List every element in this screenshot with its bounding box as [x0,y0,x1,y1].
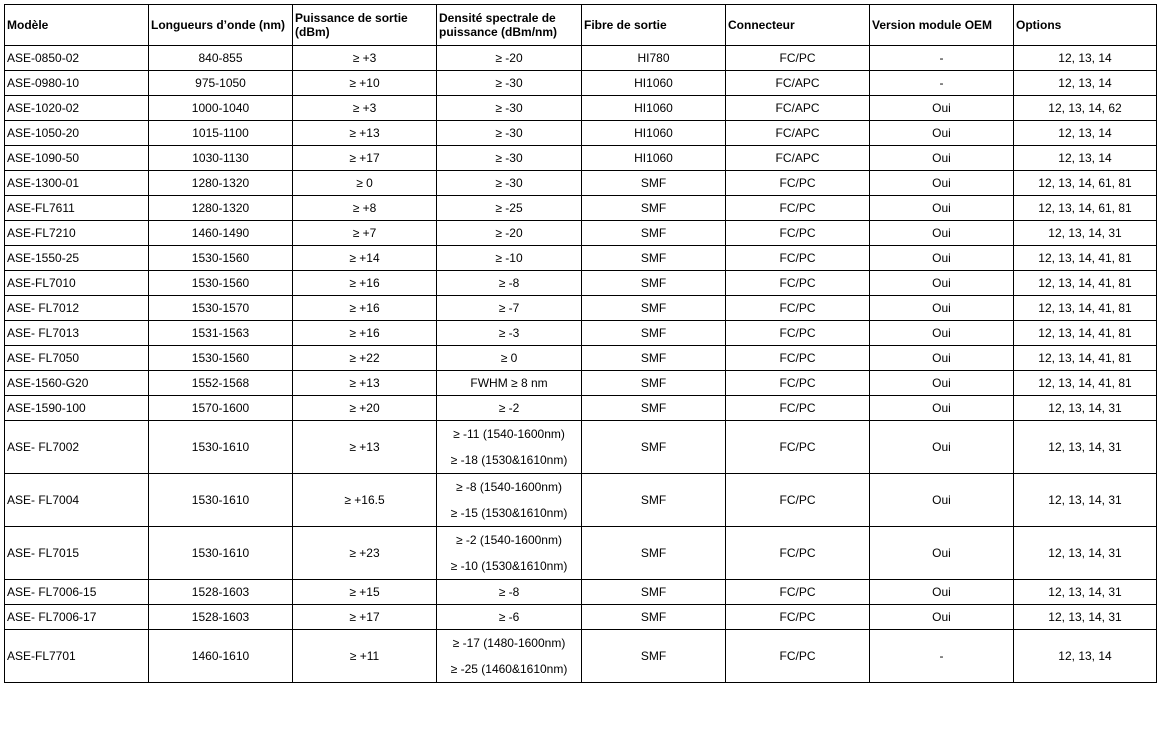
oem-cell: Oui [870,396,1014,421]
power-cell: ≥ +7 [293,221,437,246]
density-cell [437,580,582,605]
table-row [5,630,1157,683]
ase-spec-table [4,4,1157,683]
wavelength-cell: 1528-1603 [149,605,293,630]
wavelength-cell: 840-855 [149,46,293,71]
table-row [5,421,1157,474]
density-cell [437,371,582,396]
oem-cell: Oui [870,421,1014,474]
density-cell [437,171,582,196]
header-density: Densité spectrale de puissance (dBm/nm) [437,5,582,46]
fiber-cell: SMF [582,296,726,321]
options-cell: 12, 13, 14, 41, 81 [1014,346,1157,371]
oem-cell: Oui [870,580,1014,605]
connector-cell: FC/PC [726,605,870,630]
header-fiber: Fibre de sortie [582,5,726,46]
power-cell: ≥ +20 [293,396,437,421]
oem-cell: Oui [870,271,1014,296]
power-cell: ≥ +13 [293,421,437,474]
options-cell: 12, 13, 14, 41, 81 [1014,321,1157,346]
power-cell: ≥ 0 [293,171,437,196]
table-row [5,171,1157,196]
options-cell: 12, 13, 14, 31 [1014,421,1157,474]
model-cell: ASE- FL7015 [5,527,149,580]
connector-cell: FC/APC [726,121,870,146]
options-cell: 12, 13, 14 [1014,121,1157,146]
options-cell: 12, 13, 14, 61, 81 [1014,196,1157,221]
model-cell: ASE- FL7002 [5,421,149,474]
wavelength-cell: 1460-1610 [149,630,293,683]
model-cell: ASE-FL7210 [5,221,149,246]
power-cell: ≥ +3 [293,46,437,71]
fiber-cell: SMF [582,605,726,630]
oem-cell: Oui [870,171,1014,196]
fiber-cell: SMF [582,321,726,346]
density-line: ≥ -30 [495,126,523,140]
density-line: ≥ -8 [498,585,520,599]
density-cell [437,71,582,96]
density-line: ≥ -3 [498,326,520,340]
density-cell [437,527,582,580]
power-cell: ≥ +13 [293,121,437,146]
density-line: ≥ -18 (1530&1610nm) [450,453,568,467]
density-cell [437,196,582,221]
fiber-cell: SMF [582,271,726,296]
model-cell: ASE-0980-10 [5,71,149,96]
wavelength-cell: 1280-1320 [149,171,293,196]
model-cell: ASE-1050-20 [5,121,149,146]
oem-cell: Oui [870,527,1014,580]
wavelength-cell: 1000-1040 [149,96,293,121]
wavelength-cell: 1460-1490 [149,221,293,246]
wavelength-cell: 1530-1560 [149,346,293,371]
connector-cell: FC/PC [726,421,870,474]
options-cell: 12, 13, 14, 31 [1014,580,1157,605]
density-cell [437,605,582,630]
power-cell: ≥ +11 [293,630,437,683]
density-line: ≥ -10 (1530&1610nm) [450,559,568,573]
power-cell: ≥ +8 [293,196,437,221]
density-line: ≥ -25 (1460&1610nm) [450,662,568,676]
table-row [5,246,1157,271]
model-cell: ASE- FL7006-17 [5,605,149,630]
density-line: ≥ -25 [495,201,523,215]
density-cell [437,474,582,527]
header-connector: Connecteur [726,5,870,46]
density-cell [437,121,582,146]
options-cell: 12, 13, 14, 62 [1014,96,1157,121]
wavelength-cell: 1280-1320 [149,196,293,221]
oem-cell: Oui [870,474,1014,527]
power-cell: ≥ +3 [293,96,437,121]
wavelength-cell: 1030-1130 [149,146,293,171]
options-cell: 12, 13, 14, 31 [1014,396,1157,421]
density-cell [437,146,582,171]
connector-cell: FC/APC [726,71,870,96]
fiber-cell: HI1060 [582,121,726,146]
density-line: ≥ -7 [498,301,520,315]
fiber-cell: HI1060 [582,71,726,96]
oem-cell: Oui [870,371,1014,396]
wavelength-cell: 975-1050 [149,71,293,96]
table-row [5,321,1157,346]
density-line: ≥ 0 [500,351,518,365]
density-line: FWHM ≥ 8 nm [470,376,548,390]
model-cell: ASE- FL7006-15 [5,580,149,605]
model-cell: ASE- FL7012 [5,296,149,321]
connector-cell: FC/PC [726,321,870,346]
connector-cell: FC/PC [726,371,870,396]
density-cell [437,630,582,683]
power-cell: ≥ +17 [293,146,437,171]
model-cell: ASE-1560-G20 [5,371,149,396]
table-row [5,46,1157,71]
density-line: ≥ -10 [495,251,523,265]
power-cell: ≥ +16 [293,296,437,321]
table-row [5,71,1157,96]
header-wavelength: Longueurs d’onde (nm) [149,5,293,46]
oem-cell: Oui [870,146,1014,171]
fiber-cell: SMF [582,221,726,246]
connector-cell: FC/PC [726,474,870,527]
oem-cell: Oui [870,296,1014,321]
wavelength-cell: 1530-1610 [149,474,293,527]
power-cell: ≥ +23 [293,527,437,580]
power-cell: ≥ +14 [293,246,437,271]
fiber-cell: HI1060 [582,146,726,171]
connector-cell: FC/APC [726,96,870,121]
density-cell [437,271,582,296]
fiber-cell: SMF [582,246,726,271]
table-row [5,196,1157,221]
fiber-cell: SMF [582,171,726,196]
oem-cell: Oui [870,121,1014,146]
density-line: ≥ -20 [495,226,523,240]
model-cell: ASE-FL7701 [5,630,149,683]
power-cell: ≥ +22 [293,346,437,371]
wavelength-cell: 1570-1600 [149,396,293,421]
model-cell: ASE- FL7013 [5,321,149,346]
oem-cell: Oui [870,246,1014,271]
fiber-cell: SMF [582,421,726,474]
options-cell: 12, 13, 14 [1014,146,1157,171]
oem-cell: Oui [870,346,1014,371]
connector-cell: FC/PC [726,171,870,196]
density-cell [437,46,582,71]
table-row [5,96,1157,121]
connector-cell: FC/PC [726,580,870,605]
density-line: ≥ -15 (1530&1610nm) [450,506,568,520]
fiber-cell: SMF [582,474,726,527]
connector-cell: FC/PC [726,196,870,221]
header-power: Puissance de sortie (dBm) [293,5,437,46]
density-line: ≥ -30 [495,101,523,115]
density-line: ≥ -8 [498,276,520,290]
density-cell [437,421,582,474]
options-cell: 12, 13, 14, 41, 81 [1014,271,1157,296]
options-cell: 12, 13, 14 [1014,46,1157,71]
table-row [5,580,1157,605]
power-cell: ≥ +15 [293,580,437,605]
options-cell: 12, 13, 14, 31 [1014,474,1157,527]
header-options: Options [1014,5,1157,46]
header-model: Modèle [5,5,149,46]
oem-cell: Oui [870,605,1014,630]
wavelength-cell: 1530-1610 [149,527,293,580]
options-cell: 12, 13, 14 [1014,630,1157,683]
fiber-cell: SMF [582,346,726,371]
connector-cell: FC/PC [726,296,870,321]
fiber-cell: SMF [582,196,726,221]
table-row [5,474,1157,527]
model-cell: ASE-0850-02 [5,46,149,71]
wavelength-cell: 1530-1560 [149,271,293,296]
density-cell [437,346,582,371]
density-line: ≥ -30 [495,176,523,190]
spec-table-container [4,4,1157,683]
header-row [5,5,1157,46]
connector-cell: FC/PC [726,527,870,580]
connector-cell: FC/PC [726,246,870,271]
wavelength-cell: 1552-1568 [149,371,293,396]
oem-cell: - [870,630,1014,683]
density-line: ≥ -17 (1480-1600nm) [452,636,566,650]
density-line: ≥ -11 (1540-1600nm) [453,427,565,441]
header-oem: Version module OEM [870,5,1014,46]
table-row [5,527,1157,580]
oem-cell: Oui [870,96,1014,121]
density-line: ≥ -6 [498,610,520,624]
connector-cell: FC/PC [726,46,870,71]
fiber-cell: HI1060 [582,96,726,121]
density-line: ≥ -30 [495,151,523,165]
table-row [5,605,1157,630]
power-cell: ≥ +17 [293,605,437,630]
connector-cell: FC/PC [726,271,870,296]
fiber-cell: SMF [582,371,726,396]
model-cell: ASE-1550-25 [5,246,149,271]
density-line: ≥ -8 (1540-1600nm) [456,480,562,494]
density-cell [437,296,582,321]
connector-cell: FC/PC [726,346,870,371]
model-cell: ASE-1590-100 [5,396,149,421]
options-cell: 12, 13, 14, 41, 81 [1014,371,1157,396]
power-cell: ≥ +16 [293,321,437,346]
density-line: ≥ -2 (1540-1600nm) [456,533,562,547]
fiber-cell: HI780 [582,46,726,71]
options-cell: 12, 13, 14, 31 [1014,221,1157,246]
oem-cell: Oui [870,196,1014,221]
oem-cell: Oui [870,221,1014,246]
model-cell: ASE-FL7611 [5,196,149,221]
connector-cell: FC/APC [726,146,870,171]
density-line: ≥ -30 [495,76,523,90]
table-row [5,121,1157,146]
density-cell [437,396,582,421]
options-cell: 12, 13, 14 [1014,71,1157,96]
density-line: ≥ -20 [495,51,523,65]
wavelength-cell: 1015-1100 [149,121,293,146]
model-cell: ASE- FL7050 [5,346,149,371]
fiber-cell: SMF [582,630,726,683]
connector-cell: FC/PC [726,630,870,683]
wavelength-cell: 1528-1603 [149,580,293,605]
power-cell: ≥ +16 [293,271,437,296]
options-cell: 12, 13, 14, 61, 81 [1014,171,1157,196]
options-cell: 12, 13, 14, 31 [1014,527,1157,580]
options-cell: 12, 13, 14, 31 [1014,605,1157,630]
model-cell: ASE-1020-02 [5,96,149,121]
fiber-cell: SMF [582,527,726,580]
table-row [5,371,1157,396]
table-row [5,346,1157,371]
power-cell: ≥ +16.5 [293,474,437,527]
density-cell [437,321,582,346]
wavelength-cell: 1530-1570 [149,296,293,321]
table-row [5,221,1157,246]
table-row [5,271,1157,296]
options-cell: 12, 13, 14, 41, 81 [1014,296,1157,321]
model-cell: ASE- FL7004 [5,474,149,527]
model-cell: ASE-FL7010 [5,271,149,296]
power-cell: ≥ +13 [293,371,437,396]
options-cell: 12, 13, 14, 41, 81 [1014,246,1157,271]
table-row [5,396,1157,421]
wavelength-cell: 1530-1560 [149,246,293,271]
density-line: ≥ -2 [498,401,520,415]
oem-cell: - [870,46,1014,71]
connector-cell: FC/PC [726,221,870,246]
table-row [5,296,1157,321]
density-cell [437,96,582,121]
model-cell: ASE-1090-50 [5,146,149,171]
table-row [5,146,1157,171]
wavelength-cell: 1531-1563 [149,321,293,346]
fiber-cell: SMF [582,396,726,421]
table-body [5,46,1157,683]
power-cell: ≥ +10 [293,71,437,96]
oem-cell: - [870,71,1014,96]
wavelength-cell: 1530-1610 [149,421,293,474]
connector-cell: FC/PC [726,396,870,421]
model-cell: ASE-1300-01 [5,171,149,196]
density-cell [437,221,582,246]
density-cell [437,246,582,271]
oem-cell: Oui [870,321,1014,346]
fiber-cell: SMF [582,580,726,605]
